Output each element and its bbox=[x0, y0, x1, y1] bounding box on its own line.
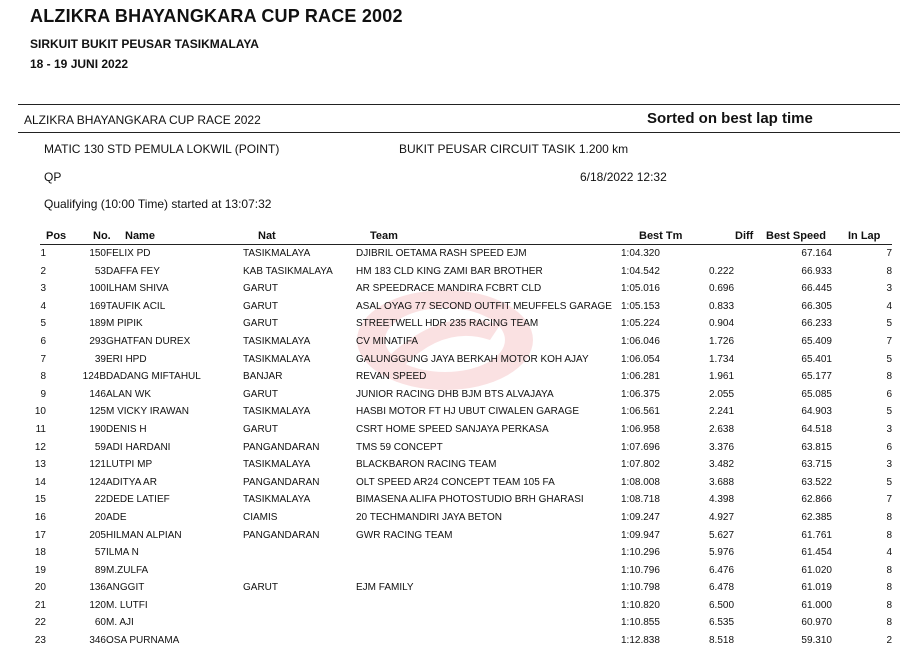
cell-name: ADE bbox=[106, 511, 127, 523]
cell-best-speed: 64.518 bbox=[801, 423, 832, 435]
cell-best-time: 1:07.802 bbox=[621, 459, 660, 471]
cell-best-speed: 65.401 bbox=[801, 353, 832, 365]
cell-name: DENIS H bbox=[106, 423, 147, 435]
cell-pos: 6 bbox=[40, 335, 46, 347]
cell-best-time: 1:08.008 bbox=[621, 476, 660, 488]
cell-diff: 5.627 bbox=[709, 529, 735, 541]
cell-name: LUTPI MP bbox=[106, 459, 153, 471]
cell-nat: TASIKMALAYA bbox=[243, 353, 311, 365]
results-table-body bbox=[18, 245, 892, 650]
col-header-name: Name bbox=[125, 230, 155, 242]
cell-name: ERI HPD bbox=[106, 353, 147, 365]
cell-number: 53 bbox=[94, 265, 106, 277]
cell-name: ANGGIT bbox=[106, 582, 145, 594]
cell-best-speed: 61.020 bbox=[801, 564, 832, 576]
cell-in-lap: 8 bbox=[886, 529, 892, 541]
cell-pos: 18 bbox=[34, 547, 46, 559]
cell-best-time: 1:07.696 bbox=[621, 441, 660, 453]
table-row bbox=[18, 491, 892, 509]
cell-pos: 17 bbox=[34, 529, 46, 541]
col-header-no: No. bbox=[93, 230, 111, 242]
cell-in-lap: 7 bbox=[886, 335, 892, 347]
cell-best-time: 1:06.281 bbox=[621, 371, 660, 383]
cell-nat bbox=[243, 544, 356, 562]
cell-pos: 11 bbox=[35, 423, 46, 435]
cell-best-speed: 67.164 bbox=[801, 248, 832, 259]
cell-team: HASBI MOTOR FT HJ UBUT CIWALEN GARAGE bbox=[356, 406, 579, 418]
cell-diff: 6.500 bbox=[709, 599, 735, 611]
cell-team bbox=[356, 562, 621, 580]
cell-name: TAUFIK ACIL bbox=[106, 300, 166, 312]
cell-team: CSRT HOME SPEED SANJAYA PERKASA bbox=[356, 423, 549, 435]
sort-label: Sorted on best lap time bbox=[647, 110, 813, 127]
cell-pos: 9 bbox=[40, 388, 46, 400]
cell-best-speed: 66.305 bbox=[801, 300, 832, 312]
cell-diff: 6.478 bbox=[709, 582, 735, 594]
cell-team bbox=[356, 597, 621, 615]
cell-nat: CIAMIS bbox=[243, 511, 278, 523]
cell-diff: 3.376 bbox=[709, 441, 735, 453]
cell-number: 189 bbox=[89, 318, 106, 330]
cell-best-time: 1:10.798 bbox=[621, 582, 660, 594]
cell-nat: PANGANDARAN bbox=[243, 529, 320, 541]
cell-pos: 16 bbox=[34, 511, 46, 523]
cell-pos: 20 bbox=[34, 582, 46, 594]
cell-nat: KAB TASIKMALAYA bbox=[243, 265, 333, 277]
cell-number: 190 bbox=[89, 423, 106, 435]
cell-number: 346 bbox=[89, 635, 106, 647]
cell-number: 89 bbox=[94, 564, 106, 576]
cell-team: JUNIOR RACING DHB BJM BTS ALVAJAYA bbox=[356, 388, 554, 400]
cell-best-speed: 61.000 bbox=[801, 599, 832, 611]
cell-number: 293 bbox=[89, 335, 106, 347]
col-header-diff: Diff bbox=[735, 230, 754, 242]
cell-name: ADI HARDANI bbox=[106, 441, 171, 453]
cell-best-speed: 60.970 bbox=[801, 617, 832, 629]
session-datetime: 6/18/2022 12:32 bbox=[580, 170, 667, 184]
cell-name: DADANG MIFTAHUL bbox=[106, 371, 201, 383]
table-row bbox=[18, 245, 892, 263]
cell-nat bbox=[243, 632, 356, 650]
table-row bbox=[18, 368, 892, 386]
cell-number: 100 bbox=[89, 283, 106, 295]
cell-in-lap: 7 bbox=[886, 494, 892, 506]
cell-team: HM 183 CLD KING ZAMI BAR BROTHER bbox=[356, 265, 543, 277]
cell-number: 60 bbox=[94, 617, 106, 629]
cell-number: 121 bbox=[89, 459, 106, 471]
header-divider-bottom bbox=[18, 132, 900, 133]
table-row bbox=[18, 263, 892, 281]
table-row bbox=[18, 474, 892, 492]
cell-diff: 4.398 bbox=[709, 494, 735, 506]
cell-team: REVAN SPEED bbox=[356, 371, 427, 383]
cell-nat bbox=[243, 597, 356, 615]
cell-name: M. LUTFI bbox=[106, 599, 148, 611]
cell-best-time: 1:06.046 bbox=[621, 335, 660, 347]
cell-pos: 21 bbox=[34, 599, 46, 611]
col-header-nat: Nat bbox=[258, 230, 276, 242]
cell-best-speed: 65.409 bbox=[801, 335, 832, 347]
session-description: Qualifying (10:00 Time) started at 13:07:32 bbox=[44, 197, 272, 211]
cell-pos: 2 bbox=[40, 265, 46, 277]
cell-diff: 0.833 bbox=[709, 300, 735, 312]
cell-nat: GARUT bbox=[243, 300, 278, 312]
table-row bbox=[18, 579, 892, 597]
class-name: MATIC 130 STD PEMULA LOKWIL (POINT) bbox=[44, 142, 280, 156]
cell-nat bbox=[243, 614, 356, 632]
table-row bbox=[18, 544, 892, 562]
cell-number: 169 bbox=[89, 300, 106, 312]
cell-number: 150 bbox=[89, 248, 106, 259]
table-row bbox=[18, 315, 892, 333]
cell-name: ILHAM SHIVA bbox=[106, 283, 169, 295]
cell-best-time: 1:04.320 bbox=[621, 248, 660, 259]
cell-in-lap: 8 bbox=[886, 599, 892, 611]
cell-team bbox=[356, 544, 621, 562]
header-divider-top bbox=[18, 104, 900, 105]
cell-in-lap: 3 bbox=[886, 459, 892, 471]
cell-diff: 2.241 bbox=[709, 406, 735, 418]
cell-best-time: 1:06.375 bbox=[621, 388, 660, 400]
cell-pos: 5 bbox=[40, 318, 46, 330]
cell-number: 57 bbox=[94, 547, 106, 559]
cell-in-lap: 2 bbox=[886, 635, 892, 647]
circuit-name: SIRKUIT BUKIT PEUSAR TASIKMALAYA bbox=[30, 37, 259, 51]
cell-nat: TASIKMALAYA bbox=[243, 406, 311, 418]
cell-best-speed: 61.454 bbox=[801, 547, 832, 559]
cell-in-lap: 8 bbox=[886, 617, 892, 629]
cell-team: OLT SPEED AR24 CONCEPT TEAM 105 FA bbox=[356, 476, 555, 488]
cell-diff: 1.734 bbox=[709, 353, 735, 365]
cell-pos: 4 bbox=[40, 300, 46, 312]
cell-diff: 2.638 bbox=[709, 423, 735, 435]
cell-best-speed: 64.903 bbox=[801, 406, 832, 418]
table-row bbox=[18, 351, 892, 369]
cell-team: CV MINATIFA bbox=[356, 335, 419, 347]
cell-best-speed: 63.815 bbox=[801, 441, 832, 453]
cell-best-time: 1:05.016 bbox=[621, 283, 660, 295]
cell-team: 20 TECHMANDIRI JAYA BETON bbox=[356, 511, 502, 523]
cell-team bbox=[356, 632, 621, 650]
cell-in-lap: 6 bbox=[886, 388, 892, 400]
cell-pos: 23 bbox=[34, 635, 46, 647]
cell-diff: 2.055 bbox=[709, 388, 735, 400]
cell-nat: TASIKMALAYA bbox=[243, 335, 311, 347]
cell-diff: 6.535 bbox=[709, 617, 735, 629]
cell-name: GHATFAN DUREX bbox=[106, 335, 191, 347]
cell-best-time: 1:10.855 bbox=[621, 617, 660, 629]
cell-best-time: 1:10.820 bbox=[621, 599, 660, 611]
results-table bbox=[18, 245, 892, 650]
cell-in-lap: 5 bbox=[886, 318, 892, 330]
cell-nat: GARUT bbox=[243, 423, 278, 435]
cell-in-lap: 3 bbox=[886, 283, 892, 295]
cell-number: 124B bbox=[82, 371, 106, 383]
cell-diff: 8.518 bbox=[709, 635, 735, 647]
cell-name: M.ZULFA bbox=[106, 564, 149, 576]
cell-number: 59 bbox=[94, 441, 106, 453]
cell-pos: 7 bbox=[40, 353, 46, 365]
table-row bbox=[18, 509, 892, 527]
cell-in-lap: 7 bbox=[886, 248, 892, 259]
cell-diff bbox=[709, 245, 752, 263]
cell-name: ILMA N bbox=[106, 547, 139, 559]
cell-best-time: 1:09.947 bbox=[621, 529, 660, 541]
cell-team: BIMASENA ALIFA PHOTOSTUDIO BRH GHARASI bbox=[356, 494, 584, 506]
cell-number: 124 bbox=[89, 476, 106, 488]
cell-nat: TASIKMALAYA bbox=[243, 248, 311, 259]
table-row bbox=[18, 439, 892, 457]
cell-pos: 19 bbox=[34, 564, 46, 576]
cell-number: 125 bbox=[89, 406, 106, 418]
cell-name: FELIX PD bbox=[106, 248, 151, 259]
table-row bbox=[18, 421, 892, 439]
table-row bbox=[18, 456, 892, 474]
cell-nat: GARUT bbox=[243, 318, 278, 330]
cell-best-speed: 62.866 bbox=[801, 494, 832, 506]
cell-best-speed: 65.177 bbox=[801, 371, 832, 383]
cell-best-time: 1:05.224 bbox=[621, 318, 660, 330]
cell-diff: 0.222 bbox=[709, 265, 735, 277]
session-code: QP bbox=[44, 170, 62, 184]
table-row bbox=[18, 527, 892, 545]
cell-pos: 22 bbox=[34, 617, 46, 629]
col-header-best-speed: Best Speed bbox=[766, 230, 826, 242]
cell-team: BLACKBARON RACING TEAM bbox=[356, 459, 497, 471]
cell-team bbox=[356, 614, 621, 632]
cell-nat: GARUT bbox=[243, 388, 278, 400]
cell-team: EJM FAMILY bbox=[356, 582, 414, 594]
cell-in-lap: 8 bbox=[886, 265, 892, 277]
cell-name: ADITYA AR bbox=[106, 476, 157, 488]
cell-best-time: 1:10.296 bbox=[621, 547, 660, 559]
cell-nat: TASIKMALAYA bbox=[243, 494, 311, 506]
cell-in-lap: 8 bbox=[886, 582, 892, 594]
cell-nat: PANGANDARAN bbox=[243, 476, 320, 488]
cell-pos: 1 bbox=[40, 248, 46, 259]
cell-number: 146 bbox=[89, 388, 106, 400]
cell-diff: 0.696 bbox=[709, 283, 735, 295]
cell-best-time: 1:05.153 bbox=[621, 300, 660, 312]
cell-best-speed: 63.522 bbox=[801, 476, 832, 488]
cell-best-time: 1:06.054 bbox=[621, 353, 660, 365]
cell-name: DEDE LATIEF bbox=[106, 494, 170, 506]
cell-name: M. AJI bbox=[106, 617, 134, 629]
cell-best-speed: 61.761 bbox=[801, 529, 832, 541]
cell-team: DJIBRIL OETAMA RASH SPEED EJM bbox=[356, 248, 527, 259]
cell-nat bbox=[243, 562, 356, 580]
cell-name: M VICKY IRAWAN bbox=[106, 406, 189, 418]
cell-pos: 15 bbox=[34, 494, 46, 506]
table-row bbox=[18, 562, 892, 580]
cell-in-lap: 3 bbox=[886, 423, 892, 435]
cell-pos: 3 bbox=[40, 283, 46, 295]
col-header-in-lap: In Lap bbox=[848, 230, 881, 242]
cell-name: ALAN WK bbox=[106, 388, 152, 400]
cell-best-speed: 66.445 bbox=[801, 283, 832, 295]
event-dates: 18 - 19 JUNI 2022 bbox=[30, 57, 129, 71]
cell-name: HILMAN ALPIAN bbox=[106, 529, 182, 541]
table-row bbox=[18, 614, 892, 632]
cell-pos: 13 bbox=[34, 459, 46, 471]
table-row bbox=[18, 333, 892, 351]
cell-name: DAFFA FEY bbox=[106, 265, 160, 277]
cell-team: ASAL OYAG 77 SECOND OUTFIT MEUFFELS GARAGE bbox=[356, 300, 612, 312]
cell-diff: 3.482 bbox=[709, 459, 735, 471]
table-row bbox=[18, 632, 892, 650]
col-header-pos: Pos bbox=[46, 230, 67, 242]
event-title: ALZIKRA BHAYANGKARA CUP RACE 2002 bbox=[30, 6, 403, 26]
cell-best-time: 1:08.718 bbox=[621, 494, 660, 506]
cell-best-speed: 66.933 bbox=[801, 265, 832, 277]
cell-team: GWR RACING TEAM bbox=[356, 529, 453, 541]
cell-nat: PANGANDARAN bbox=[243, 441, 320, 453]
cell-best-time: 1:06.561 bbox=[621, 406, 660, 418]
cell-best-time: 1:12.838 bbox=[621, 635, 660, 647]
cell-team: TMS 59 CONCEPT bbox=[356, 441, 443, 453]
cell-nat: GARUT bbox=[243, 283, 278, 295]
cell-name: M PIPIK bbox=[106, 318, 143, 330]
table-row bbox=[18, 597, 892, 615]
cell-pos: 14 bbox=[34, 476, 46, 488]
cell-name: OSA PURNAMA bbox=[106, 635, 180, 647]
cell-team: GALUNGGUNG JAYA BERKAH MOTOR KOH AJAY bbox=[356, 353, 589, 365]
cell-best-speed: 63.715 bbox=[801, 459, 832, 471]
cell-best-time: 1:06.958 bbox=[621, 423, 660, 435]
cell-best-speed: 62.385 bbox=[801, 511, 832, 523]
table-row bbox=[18, 386, 892, 404]
cell-nat: TASIKMALAYA bbox=[243, 459, 311, 471]
cell-in-lap: 4 bbox=[886, 300, 892, 312]
cell-team: AR SPEEDRACE MANDIRA FCBRT CLD bbox=[356, 283, 542, 295]
table-row bbox=[18, 280, 892, 298]
col-header-team: Team bbox=[370, 230, 398, 242]
cell-team: STREETWELL HDR 235 RACING TEAM bbox=[356, 318, 539, 330]
cell-nat: GARUT bbox=[243, 582, 278, 594]
col-header-best-time: Best Tm bbox=[639, 230, 683, 242]
cell-in-lap: 8 bbox=[886, 564, 892, 576]
cell-number: 20 bbox=[94, 511, 106, 523]
cell-number: 136 bbox=[89, 582, 106, 594]
cell-best-speed: 59.310 bbox=[801, 635, 832, 647]
cell-best-speed: 61.019 bbox=[801, 582, 832, 594]
report-title: ALZIKRA BHAYANGKARA CUP RACE 2022 bbox=[24, 113, 261, 127]
cell-number: 22 bbox=[94, 494, 106, 506]
cell-nat: BANJAR bbox=[243, 371, 283, 383]
cell-diff: 1.961 bbox=[709, 371, 735, 383]
table-row bbox=[18, 298, 892, 316]
cell-in-lap: 6 bbox=[886, 441, 892, 453]
cell-diff: 6.476 bbox=[709, 564, 735, 576]
cell-number: 205 bbox=[89, 529, 106, 541]
cell-diff: 0.904 bbox=[709, 318, 735, 330]
cell-in-lap: 8 bbox=[886, 371, 892, 383]
cell-diff: 4.927 bbox=[709, 511, 735, 523]
cell-in-lap: 5 bbox=[886, 476, 892, 488]
cell-in-lap: 8 bbox=[886, 511, 892, 523]
cell-best-time: 1:09.247 bbox=[621, 511, 660, 523]
table-row bbox=[18, 403, 892, 421]
cell-in-lap: 5 bbox=[886, 353, 892, 365]
cell-number: 120 bbox=[89, 599, 106, 611]
cell-number: 39 bbox=[94, 353, 106, 365]
cell-diff: 1.726 bbox=[709, 335, 735, 347]
cell-in-lap: 5 bbox=[886, 406, 892, 418]
cell-in-lap: 4 bbox=[886, 547, 892, 559]
cell-pos: 12 bbox=[34, 441, 46, 453]
cell-best-time: 1:10.796 bbox=[621, 564, 660, 576]
cell-diff: 5.976 bbox=[709, 547, 735, 559]
cell-best-time: 1:04.542 bbox=[621, 265, 660, 277]
circuit-info: BUKIT PEUSAR CIRCUIT TASIK 1.200 km bbox=[399, 142, 629, 156]
cell-best-speed: 65.085 bbox=[801, 388, 832, 400]
cell-pos: 10 bbox=[34, 406, 46, 418]
cell-diff: 3.688 bbox=[709, 476, 735, 488]
cell-pos: 8 bbox=[40, 371, 46, 383]
cell-best-speed: 66.233 bbox=[801, 318, 832, 330]
